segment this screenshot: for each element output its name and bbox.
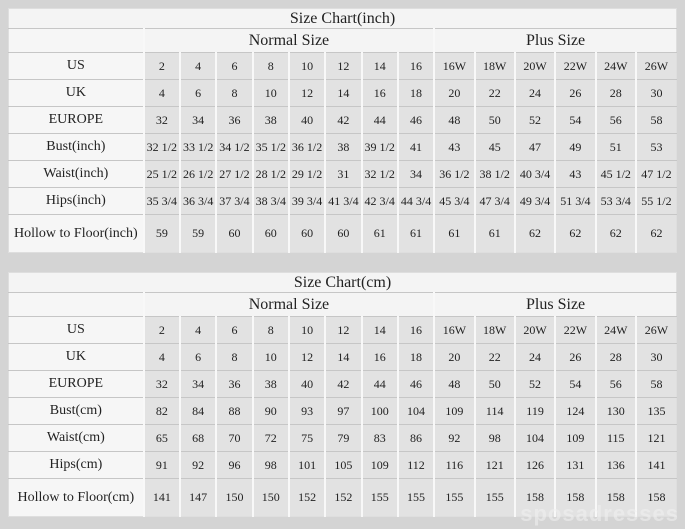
- size-cell: 41: [398, 134, 434, 161]
- size-cell: 37 3/4: [216, 188, 252, 215]
- size-cell: 22W: [555, 317, 595, 344]
- row-label: Waist(inch): [9, 161, 144, 188]
- size-cell: 61: [475, 215, 515, 253]
- table-row: [9, 317, 677, 344]
- size-cell: 24W: [596, 317, 636, 344]
- size-cell: 46: [398, 371, 434, 398]
- size-cell: 45 1/2: [596, 161, 636, 188]
- group-header-normal-size: Normal Size: [144, 29, 435, 53]
- size-cell: 38 3/4: [253, 188, 289, 215]
- size-cell: 152: [289, 479, 325, 517]
- size-cell: 65: [144, 425, 180, 452]
- size-cell: 41 3/4: [325, 188, 361, 215]
- size-cell: 38: [325, 134, 361, 161]
- size-cell: 152: [325, 479, 361, 517]
- size-cell: 84: [180, 398, 216, 425]
- size-cell: 112: [398, 452, 434, 479]
- size-cell: 26W: [636, 53, 677, 80]
- size-cell: 16W: [434, 317, 474, 344]
- size-cell: 32 1/2: [144, 134, 180, 161]
- row-label: US: [9, 317, 144, 344]
- size-cell: 55 1/2: [636, 188, 677, 215]
- size-cell: 28: [596, 344, 636, 371]
- size-cell: 141: [636, 452, 677, 479]
- size-cell: 36 1/2: [289, 134, 325, 161]
- size-cell: 61: [362, 215, 398, 253]
- size-cell: 18: [398, 344, 434, 371]
- table-row: [9, 188, 677, 215]
- size-cell: 135: [636, 398, 677, 425]
- size-cell: 26: [555, 344, 595, 371]
- size-cell: 90: [253, 398, 289, 425]
- size-cell: 62: [555, 215, 595, 253]
- size-cell: 49: [555, 134, 595, 161]
- size-cell: 101: [289, 452, 325, 479]
- size-cell: 29 1/2: [289, 161, 325, 188]
- size-cell: 38: [253, 371, 289, 398]
- size-cell: 36 3/4: [180, 188, 216, 215]
- size-cell: 45 3/4: [434, 188, 474, 215]
- size-cell: 24: [515, 80, 555, 107]
- size-cell: 44: [362, 371, 398, 398]
- size-cell: 47: [515, 134, 555, 161]
- size-cell: 33 1/2: [180, 134, 216, 161]
- size-cell: 79: [325, 425, 361, 452]
- size-cell: 36: [216, 107, 252, 134]
- size-cell: 20W: [515, 53, 555, 80]
- size-cell: 31: [325, 161, 361, 188]
- size-cell: 30: [636, 344, 677, 371]
- size-cell: 34 1/2: [216, 134, 252, 161]
- row-label: UK: [9, 344, 144, 371]
- size-cell: 14: [325, 80, 361, 107]
- size-cell: 54: [555, 371, 595, 398]
- size-cell: 42: [325, 107, 361, 134]
- table-row: [9, 452, 677, 479]
- table-row: [9, 215, 677, 253]
- size-cell: 39 1/2: [362, 134, 398, 161]
- size-cell: 18: [398, 80, 434, 107]
- size-cell: 131: [555, 452, 595, 479]
- group-header-normal-size: Normal Size: [144, 293, 435, 317]
- size-cell: 116: [434, 452, 474, 479]
- row-label: Hips(inch): [9, 188, 144, 215]
- size-cell: 43: [434, 134, 474, 161]
- size-cell: 34: [180, 107, 216, 134]
- size-cell: 60: [253, 215, 289, 253]
- size-cell: 4: [180, 317, 216, 344]
- size-cell: 16: [362, 344, 398, 371]
- table-row: [9, 479, 677, 517]
- size-cell: 38: [253, 107, 289, 134]
- size-cell: 20: [434, 344, 474, 371]
- size-cell: 115: [596, 425, 636, 452]
- table-row: [9, 398, 677, 425]
- size-cell: 49 3/4: [515, 188, 555, 215]
- size-cell: 46: [398, 107, 434, 134]
- size-cell: 51: [596, 134, 636, 161]
- size-cell: 104: [398, 398, 434, 425]
- size-cell: 155: [475, 479, 515, 517]
- size-cell: 62: [515, 215, 555, 253]
- row-label: UK: [9, 80, 144, 107]
- row-label: Hollow to Floor(inch): [9, 215, 144, 253]
- table-row: [9, 80, 677, 107]
- size-cell: 83: [362, 425, 398, 452]
- size-cell: 70: [216, 425, 252, 452]
- row-label: Hollow to Floor(cm): [9, 479, 144, 517]
- size-cell: 119: [515, 398, 555, 425]
- size-cell: 12: [289, 344, 325, 371]
- group-header-plus-size: Plus Size: [434, 29, 676, 53]
- size-cell: 121: [636, 425, 677, 452]
- size-cell: 8: [216, 344, 252, 371]
- size-cell: 35 1/2: [253, 134, 289, 161]
- table-row: [9, 425, 677, 452]
- size-cell: 27 1/2: [216, 161, 252, 188]
- row-label: US: [9, 53, 144, 80]
- size-cell: 48: [434, 371, 474, 398]
- size-cell: 104: [515, 425, 555, 452]
- size-cell: 18W: [475, 317, 515, 344]
- size-cell: 155: [362, 479, 398, 517]
- watermark: sposadresses: [520, 501, 679, 526]
- size-cell: 32: [144, 371, 180, 398]
- size-cell: 28: [596, 80, 636, 107]
- size-cell: 30: [636, 80, 677, 107]
- size-chart-cm-table: [8, 272, 677, 517]
- size-cell: 105: [325, 452, 361, 479]
- size-cell: 56: [596, 371, 636, 398]
- row-label: EUROPE: [9, 371, 144, 398]
- row-label: Hips(cm): [9, 452, 144, 479]
- size-cell: 6: [180, 80, 216, 107]
- size-cell: 2: [144, 317, 180, 344]
- size-cell: 158: [515, 479, 555, 517]
- size-cell: 158: [636, 479, 677, 517]
- size-cell: 51 3/4: [555, 188, 595, 215]
- size-cell: 40 3/4: [515, 161, 555, 188]
- size-cell: 54: [555, 107, 595, 134]
- size-cell: 155: [398, 479, 434, 517]
- size-cell: 86: [398, 425, 434, 452]
- size-cell: 59: [180, 215, 216, 253]
- size-cell: 6: [180, 344, 216, 371]
- size-cell: 59: [144, 215, 180, 253]
- size-cell: 53: [636, 134, 677, 161]
- size-cell: 155: [434, 479, 474, 517]
- size-cell: 2: [144, 53, 180, 80]
- size-cell: 44: [362, 107, 398, 134]
- size-cell: 150: [253, 479, 289, 517]
- row-label: EUROPE: [9, 107, 144, 134]
- size-cell: 16: [362, 80, 398, 107]
- size-cell: 20: [434, 80, 474, 107]
- size-cell: 4: [144, 344, 180, 371]
- size-cell: 61: [434, 215, 474, 253]
- size-cell: 16: [398, 317, 434, 344]
- size-cell: 14: [362, 53, 398, 80]
- size-cell: 47 1/2: [636, 161, 677, 188]
- size-cell: 40: [289, 107, 325, 134]
- size-cell: 24W: [596, 53, 636, 80]
- size-cell: 109: [555, 425, 595, 452]
- size-cell: 50: [475, 371, 515, 398]
- size-cell: 60: [325, 215, 361, 253]
- size-cell: 16: [398, 53, 434, 80]
- size-cell: 34: [180, 371, 216, 398]
- size-cell: 8: [253, 317, 289, 344]
- size-cell: 61: [398, 215, 434, 253]
- size-cell: 100: [362, 398, 398, 425]
- size-cell: 35 3/4: [144, 188, 180, 215]
- size-cell: 10: [253, 344, 289, 371]
- table-title: Size Chart(inch): [9, 9, 677, 29]
- size-cell: 12: [289, 80, 325, 107]
- size-cell: 53 3/4: [596, 188, 636, 215]
- size-cell: 109: [434, 398, 474, 425]
- size-cell: 10: [289, 317, 325, 344]
- table-row: [9, 107, 677, 134]
- row-label: Waist(cm): [9, 425, 144, 452]
- size-cell: 6: [216, 317, 252, 344]
- size-cell: 26 1/2: [180, 161, 216, 188]
- size-cell: 136: [596, 452, 636, 479]
- size-cell: 93: [289, 398, 325, 425]
- size-cell: 141: [144, 479, 180, 517]
- size-cell: 22W: [555, 53, 595, 80]
- size-cell: 82: [144, 398, 180, 425]
- corner-cell: [9, 293, 144, 317]
- size-cell: 60: [289, 215, 325, 253]
- size-cell: 98: [475, 425, 515, 452]
- size-cell: 4: [144, 80, 180, 107]
- size-cell: 42: [325, 371, 361, 398]
- size-cell: 96: [216, 452, 252, 479]
- size-cell: 39 3/4: [289, 188, 325, 215]
- size-cell: 8: [216, 80, 252, 107]
- size-cell: 44 3/4: [398, 188, 434, 215]
- size-cell: 14: [362, 317, 398, 344]
- table-row: [9, 344, 677, 371]
- size-cell: 88: [216, 398, 252, 425]
- size-cell: 126: [515, 452, 555, 479]
- size-cell: 12: [325, 317, 361, 344]
- size-cell: 24: [515, 344, 555, 371]
- table-title: Size Chart(cm): [9, 273, 677, 293]
- size-cell: 10: [253, 80, 289, 107]
- size-cell: 60: [216, 215, 252, 253]
- size-cell: 6: [216, 53, 252, 80]
- size-cell: 34: [398, 161, 434, 188]
- size-cell: 28 1/2: [253, 161, 289, 188]
- size-cell: 121: [475, 452, 515, 479]
- table-row: [9, 371, 677, 398]
- size-cell: 75: [289, 425, 325, 452]
- size-cell: 109: [362, 452, 398, 479]
- size-cell: 10: [289, 53, 325, 80]
- size-chart-inch-table: [8, 8, 677, 253]
- size-cell: 22: [475, 344, 515, 371]
- table-row: [9, 134, 677, 161]
- size-cell: 18W: [475, 53, 515, 80]
- size-cell: 38 1/2: [475, 161, 515, 188]
- size-cell: 45: [475, 134, 515, 161]
- size-cell: 147: [180, 479, 216, 517]
- size-cell: 158: [555, 479, 595, 517]
- size-cell: 124: [555, 398, 595, 425]
- size-cell: 52: [515, 371, 555, 398]
- size-cell: 98: [253, 452, 289, 479]
- size-cell: 12: [325, 53, 361, 80]
- size-cell: 36: [216, 371, 252, 398]
- size-cell: 32 1/2: [362, 161, 398, 188]
- size-cell: 50: [475, 107, 515, 134]
- size-cell: 92: [434, 425, 474, 452]
- size-cell: 58: [636, 371, 677, 398]
- row-label: Bust(inch): [9, 134, 144, 161]
- size-cell: 26: [555, 80, 595, 107]
- size-cell: 25 1/2: [144, 161, 180, 188]
- size-cell: 158: [596, 479, 636, 517]
- size-cell: 150: [216, 479, 252, 517]
- size-cell: 52: [515, 107, 555, 134]
- size-cell: 68: [180, 425, 216, 452]
- size-cell: 62: [596, 215, 636, 253]
- size-cell: 32: [144, 107, 180, 134]
- table-row: [9, 53, 677, 80]
- size-cell: 20W: [515, 317, 555, 344]
- size-cell: 56: [596, 107, 636, 134]
- size-cell: 91: [144, 452, 180, 479]
- size-cell: 97: [325, 398, 361, 425]
- size-cell: 40: [289, 371, 325, 398]
- row-label: Bust(cm): [9, 398, 144, 425]
- size-cell: 26W: [636, 317, 677, 344]
- size-cell: 72: [253, 425, 289, 452]
- size-cell: 130: [596, 398, 636, 425]
- table-row: [9, 161, 677, 188]
- size-cell: 92: [180, 452, 216, 479]
- size-cell: 16W: [434, 53, 474, 80]
- size-cell: 22: [475, 80, 515, 107]
- size-cell: 36 1/2: [434, 161, 474, 188]
- size-cell: 114: [475, 398, 515, 425]
- size-cell: 8: [253, 53, 289, 80]
- size-cell: 14: [325, 344, 361, 371]
- size-cell: 62: [636, 215, 677, 253]
- size-cell: 58: [636, 107, 677, 134]
- corner-cell: [9, 29, 144, 53]
- size-cell: 48: [434, 107, 474, 134]
- size-cell: 42 3/4: [362, 188, 398, 215]
- group-header-plus-size: Plus Size: [434, 293, 676, 317]
- size-cell: 43: [555, 161, 595, 188]
- size-cell: 4: [180, 53, 216, 80]
- size-cell: 47 3/4: [475, 188, 515, 215]
